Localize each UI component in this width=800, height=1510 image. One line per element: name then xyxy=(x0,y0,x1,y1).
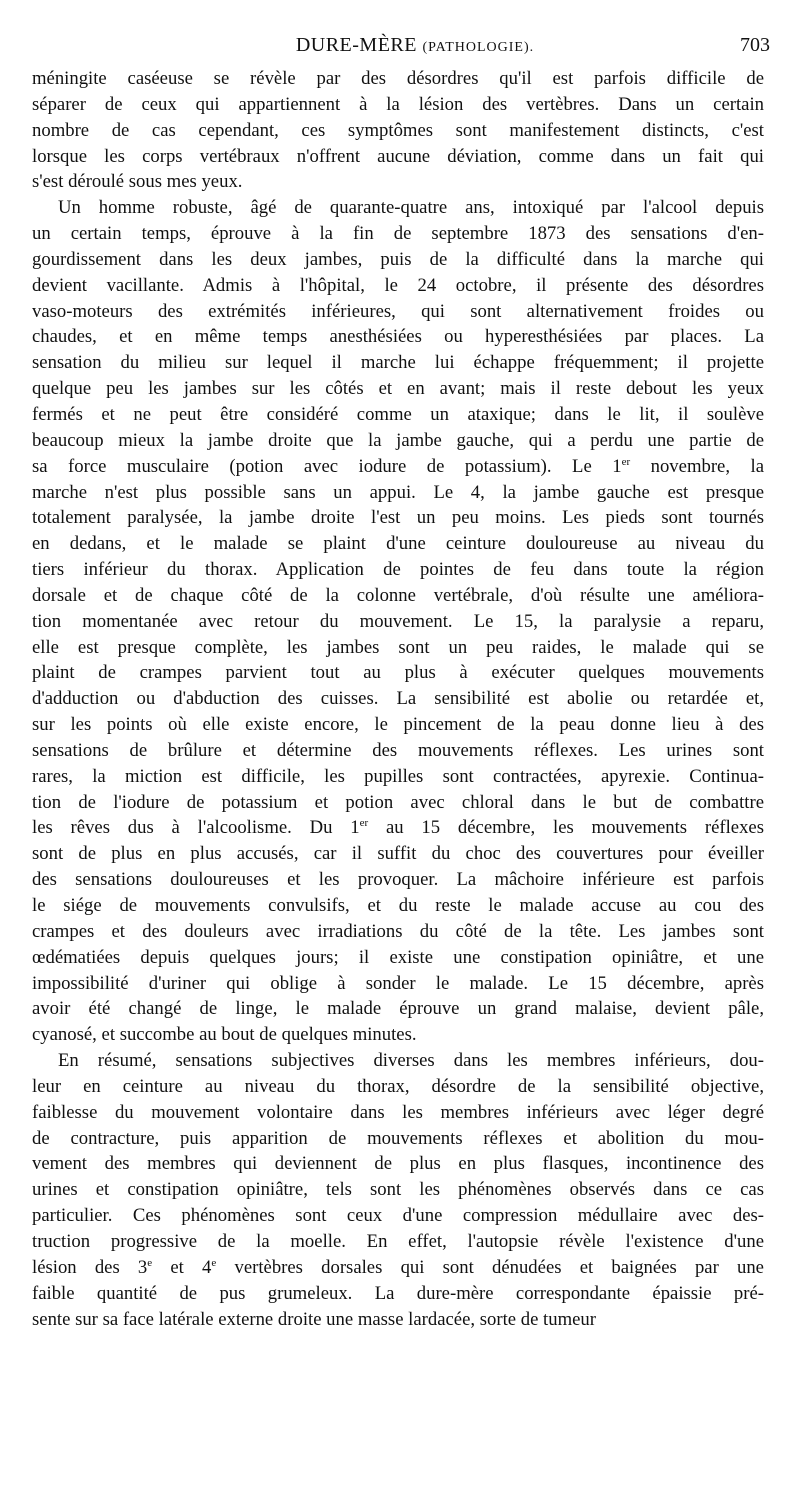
text-line: vement des membres qui deviennent de plus en plus flasques, incontinence des xyxy=(32,1153,764,1175)
text-line: nombre de cas cependant, ces symptômes sont manifestement distincts, c'est xyxy=(32,119,764,141)
page-number: 703 xyxy=(740,34,770,56)
text-line: urines et constipation opiniâtre, tels sont les phénomènes observés dans ce cas xyxy=(32,1179,764,1201)
running-header xyxy=(60,34,770,58)
text-line: des sensations douloureuses et les provoquer. La mâchoire inférieure est parfois xyxy=(32,869,764,891)
text-line: un certain temps, éprouve à la fin de septembre 1873 des sensations d'en- xyxy=(32,223,764,245)
text-line: truction progressive de la moelle. En effet, l'autopsie révèle l'existence d'une xyxy=(32,1230,764,1252)
text-line: En résumé, sensations subjectives diverses dans les membres inférieurs, dou- xyxy=(58,1050,764,1072)
text-line: totalement paralysée, la jambe droite l'est un peu moins. Les pieds sont tournés xyxy=(32,507,764,529)
text-line: tiers inférieur du thorax. Application de pointes de feu dans toute la région xyxy=(32,559,764,581)
text-line: méningite caséeuse se révèle par des désordres qu'il est parfois difficile de xyxy=(32,68,764,89)
text-line: sente sur sa face latérale externe droite une masse lardacée, sorte de tumeur xyxy=(32,1308,596,1330)
text-line: tion de l'iodure de potassium et potion avec chloral dans le but de combattre xyxy=(32,791,764,813)
paragraphs-container xyxy=(32,66,764,1332)
text-line: Un homme robuste, âgé de quarante-quatre ans, intoxiqué par l'alcool depuis xyxy=(58,197,764,219)
text-line: faiblesse du mouvement volontaire dans les membres inférieurs avec léger degré xyxy=(32,1101,764,1123)
text-line: fermés et ne peut être considéré comme un ataxique; dans le lit, il soulève xyxy=(32,403,764,425)
text-line: gourdissement dans les deux jambes, puis de la difficulté dans la marche qui xyxy=(32,248,764,270)
body-text xyxy=(32,66,764,1332)
text-line: séparer de ceux qui appartiennent à la lésion des vertèbres. Dans un certain xyxy=(32,93,764,115)
text-line: rares, la miction est difficile, les pupilles sont contractées, apyrexie. Continua- xyxy=(32,765,764,787)
text-line: sur les points où elle existe encore, le pincement de la peau donne lieu à des xyxy=(32,714,764,736)
text-line: lésion des 3e et 4e vertèbres dorsales qui sont dénudées et baignées par une xyxy=(32,1256,764,1278)
text-line: cyanosé, et succombe au bout de quelques minutes. xyxy=(32,1024,417,1046)
text-line: faible quantité de pus grumeleux. La dure-mère correspondante épaissie pré- xyxy=(32,1282,764,1304)
text-line: vaso-moteurs des extrémités inférieures, qui sont alternativement froides ou xyxy=(32,300,764,322)
paragraph xyxy=(32,195,764,1048)
text-line: d'adduction ou d'abduction des cuisses. La sensibilité est abolie ou retardée et, xyxy=(32,688,764,710)
text-line: en dedans, et le malade se plaint d'une ceinture douloureuse au niveau du xyxy=(32,533,764,555)
text-line: crampes et des douleurs avec irradiations du côté de la tête. Les jambes sont xyxy=(32,920,764,942)
text-line: marche n'est plus possible sans un appui. Le 4, la jambe gauche est presque xyxy=(32,481,764,503)
text-line: s'est déroulé sous mes yeux. xyxy=(32,171,243,193)
text-line: leur en ceinture au niveau du thorax, désordre de la sensibilité objective, xyxy=(32,1075,764,1097)
text-line: le siége de mouvements convulsifs, et du reste le malade accuse au cou des xyxy=(32,895,764,916)
text-line: sensation du milieu sur lequel il marche lui échappe fréquemment; il projette xyxy=(32,352,764,374)
text-line: sont de plus en plus accusés, car il suffit du choc des couvertures pour éveiller xyxy=(32,843,764,865)
running-title xyxy=(60,34,770,57)
running-title-main: DURE-MÈRE xyxy=(295,34,417,56)
text-line: œdématiées depuis quelques jours; il existe une constipation opiniâtre, et une xyxy=(32,946,764,968)
text-line: tion momentanée avec retour du mouvement. Le 15, la paralysie a reparu, xyxy=(32,610,764,632)
text-line: plaint de crampes parvient tout au plus à exécuter quelques mouvements xyxy=(32,662,764,684)
paragraph xyxy=(32,1048,764,1332)
text-line: lorsque les corps vertébraux n'offrent aucune déviation, comme dans un fait qui xyxy=(32,145,764,167)
text-line: chaudes, et en même temps anesthésiées ou hyperesthésiées par places. La xyxy=(32,326,764,348)
text-line: les rêves dus à l'alcoolisme. Du 1er au 15 décembre, les mouvements réflexes xyxy=(32,817,764,839)
text-line: dorsale et de chaque côté de la colonne vertébrale, d'où résulte une améliora- xyxy=(32,584,764,606)
text-line: beaucoup mieux la jambe droite que la jambe gauche, qui a perdu une partie de xyxy=(32,429,764,451)
text-line: avoir été changé de linge, le malade éprouve un grand malaise, devient pâle, xyxy=(32,998,764,1020)
text-line: impossibilité d'uriner qui oblige à sonder le malade. Le 15 décembre, après xyxy=(32,972,764,994)
paragraph xyxy=(32,66,764,195)
text-line: elle est presque complète, les jambes sont un peu raides, le malade qui se xyxy=(32,636,764,658)
text-line: devient vacillante. Admis à l'hôpital, le 24 octobre, il présente des désordres xyxy=(32,274,764,296)
running-title-subtitle: (PATHOLOGIE). xyxy=(422,40,535,55)
text-line: sa force musculaire (potion avec iodure de potassium). Le 1er novembre, la xyxy=(32,455,764,477)
text-line: quelque peu les jambes sur les côtés et en avant; mais il reste debout les yeux xyxy=(32,378,764,400)
text-line: particulier. Ces phénomènes sont ceux d'une compression médullaire avec des- xyxy=(32,1205,764,1227)
text-line: de contracture, puis apparition de mouvements réflexes et abolition du mou- xyxy=(32,1127,764,1149)
text-line: sensations de brûlure et détermine des mouvements réflexes. Les urines sont xyxy=(32,739,764,761)
